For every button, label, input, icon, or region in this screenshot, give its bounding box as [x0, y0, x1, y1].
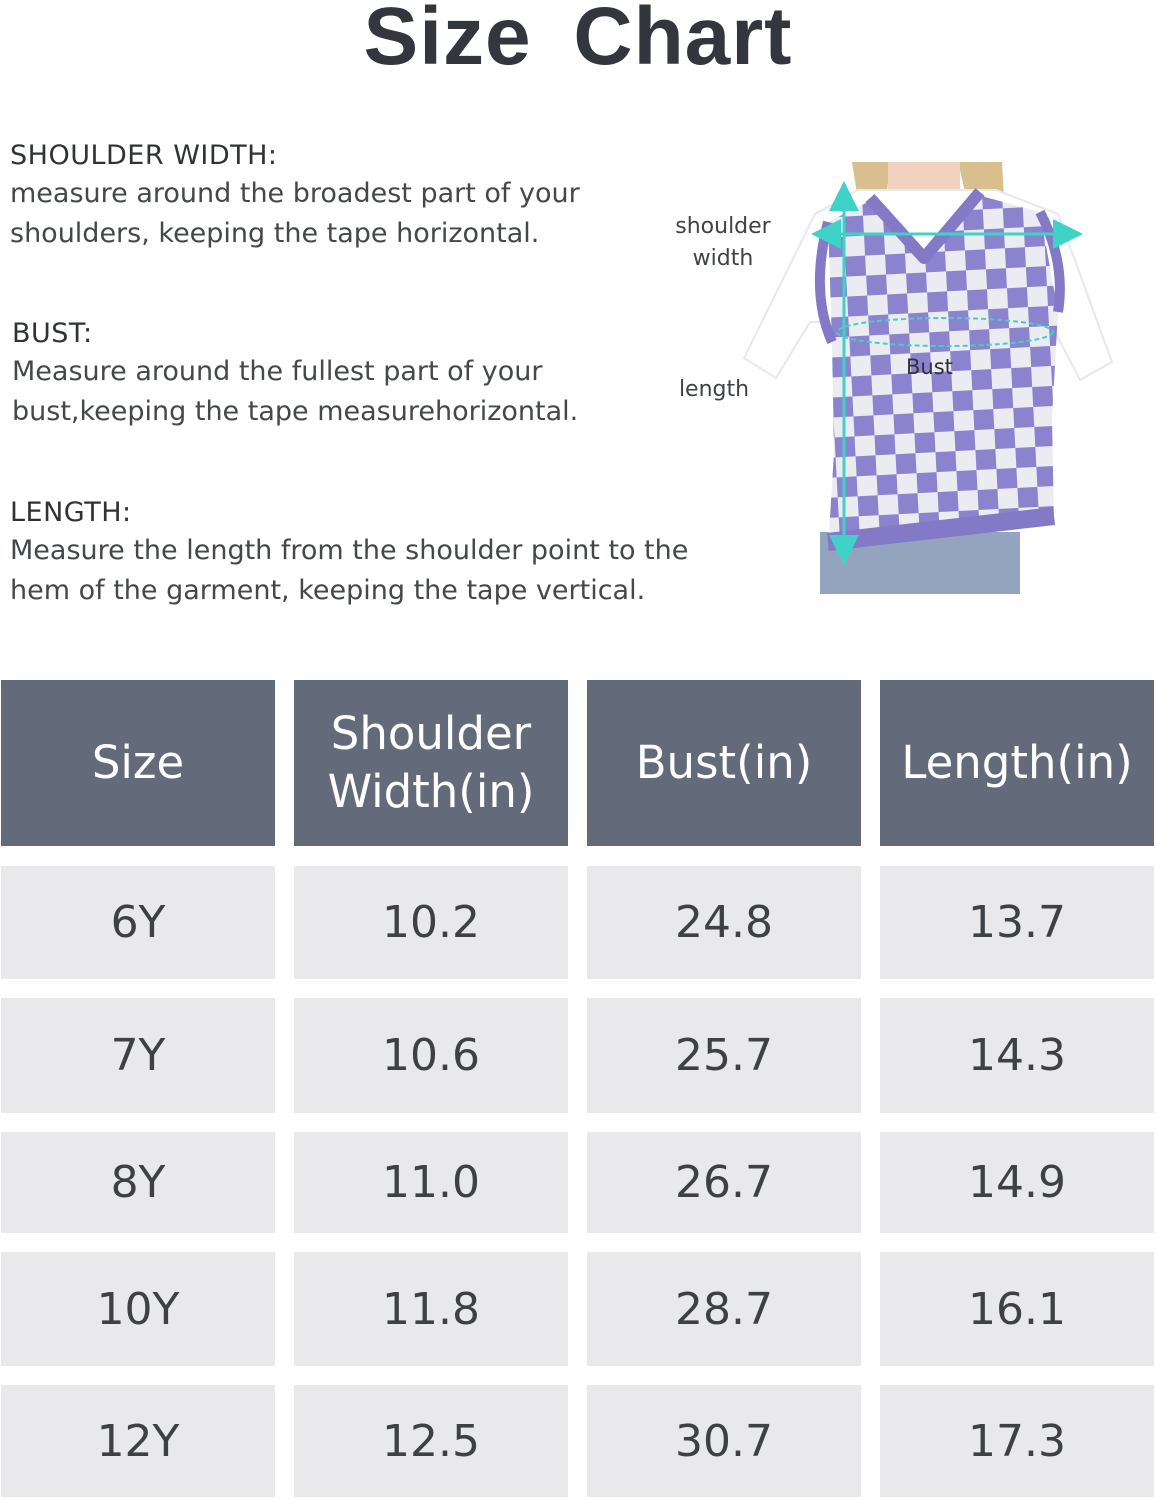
cell-shoulder-width: 10.2	[294, 866, 568, 979]
header-bust-line-1: Bust(in)	[635, 736, 813, 789]
shoulder-label-line-1: shoulder	[675, 214, 771, 239]
header-size	[1, 680, 275, 846]
header-length-text	[901, 734, 1132, 792]
cell-bust: 28.7	[587, 1252, 861, 1366]
cell-size: 7Y	[1, 998, 275, 1113]
cell-size: 8Y	[1, 1132, 275, 1233]
cell-bust: 25.7	[587, 998, 861, 1113]
bust-label: Bust	[906, 355, 953, 379]
length-line-1: Measure the length from the shoulder point to the	[10, 535, 689, 566]
length-label: length	[678, 377, 750, 402]
cell-shoulder-width: 12.5	[294, 1385, 568, 1497]
cell-size: 12Y	[1, 1385, 275, 1497]
cell-length: 14.3	[880, 998, 1154, 1113]
bust-heading: BUST:	[12, 318, 93, 349]
cell-size: 10Y	[1, 1252, 275, 1366]
page-title: Size Chart	[363, 0, 793, 82]
header-length-line-1: Length(in)	[901, 736, 1133, 789]
shoulder-width-line-1: measure around the broadest part of your	[10, 178, 580, 209]
cell-shoulder-width: 11.8	[294, 1252, 568, 1366]
cell-bust: 30.7	[587, 1385, 861, 1497]
shoulder-width-heading: SHOULDER WIDTH:	[10, 140, 278, 171]
bust-line-1: Measure around the fullest part of your	[12, 356, 543, 387]
header-bust-text	[636, 734, 813, 792]
length-heading: LENGTH:	[10, 497, 132, 528]
header-shoulder-width-line-2: Width(in)	[327, 765, 535, 818]
cell-length: 13.7	[880, 866, 1154, 979]
cell-length: 16.1	[880, 1252, 1154, 1366]
cell-bust: 26.7	[587, 1132, 861, 1233]
shoulder-width-section	[10, 138, 580, 254]
header-shoulder-width-line-1: Shoulder	[330, 707, 532, 760]
shoulder-width-line-2: shoulders, keeping the tape horizontal.	[10, 218, 540, 249]
length-line-2: hem of the garment, keeping the tape vertical.	[10, 575, 646, 606]
cell-shoulder-width: 11.0	[294, 1132, 568, 1233]
bust-section	[12, 316, 578, 432]
header-shoulder-width	[294, 680, 568, 846]
header-size-line-1: Size	[91, 736, 185, 789]
cell-length: 14.9	[880, 1132, 1154, 1233]
cell-bust: 24.8	[587, 866, 861, 979]
cell-length: 17.3	[880, 1385, 1154, 1497]
cell-shoulder-width: 10.6	[294, 998, 568, 1113]
header-size-text	[92, 734, 184, 792]
cell-size: 6Y	[1, 866, 275, 979]
length-section	[10, 495, 688, 611]
header-shoulder-width-text	[328, 705, 535, 821]
bust-line-2: bust,keeping the tape measurehorizontal.	[12, 396, 579, 427]
header-length	[880, 680, 1154, 846]
header-bust	[587, 680, 861, 846]
shoulder-label-line-2: width	[692, 246, 754, 271]
vest-photo	[740, 162, 1120, 594]
